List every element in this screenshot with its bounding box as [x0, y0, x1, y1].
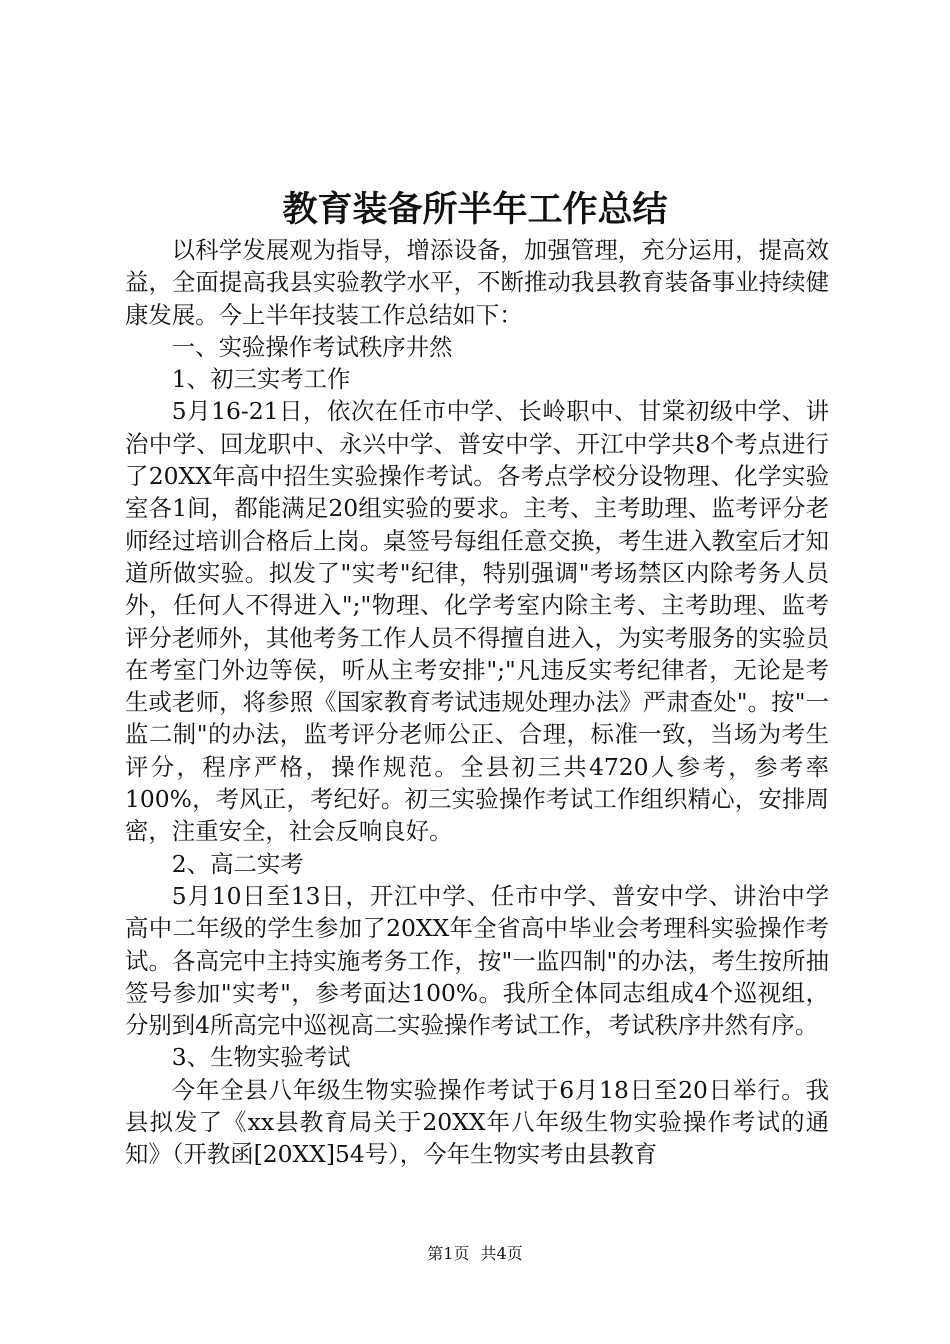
paragraph-intro: 以科学发展观为指导，增添设备，加强管理，充分运用，提高效益，全面提高我县实验教学水平，不断推动我县教育装备事业持续健康发展。今上半年技装工作总结如下：: [125, 236, 829, 329]
page-footer: 第1页 共4页: [427, 1244, 523, 1263]
document-body: [125, 234, 829, 1171]
paragraph-grade11-exam: 5月10日至13日，开江中学、任市中学、普安中学、讲治中学高中二年级的学生参加了20XX年全省高中毕业会考理科实验操作考试。各高完中主持实施考务工作，按"一监四制"的办法，考生按所抽签号参加"实考"，参考面达100%。我所全体同志组成4个巡视组，分别到4所高完中巡视高二实验操作考试工作，考试秩序井然有序。: [125, 881, 829, 1040]
subsection-heading-2: 2、高二实考: [171, 849, 304, 878]
subsection-heading-1: 1、初三实考工作: [171, 365, 351, 394]
subsection-heading-3: 3、生物实验考试: [171, 1043, 351, 1072]
paragraph-grade9-exam: 5月16-21日，依次在任市中学、长岭职中、甘棠初级中学、讲治中学、回龙职中、永兴中学、普安中学、开江中学共8个考点进行了20XX年高中招生实验操作考试。各考点学校分设物理、化学实验室各1间，都能满足20组实验的要求。主考、主考助理、监考评分老师经过培训合格后上岗。桌签号每组任意交换，考生进入教室后才知道所做实验。拟发了"实考"纪律，特别强调"考场禁区内除考务人员外，任何人不得进入";"物理、化学考室内除主考、主考助理、监考评分老师外，其他考务工作人员不得擅自进入，为实考服务的实验员在考室门外边等侯，听从主考安排";"凡违反实考纪律者，无论是考生或老师，将参照《国家教育考试违规处理办法》严肃查处"。按"一监二制"的办法，监考评分老师公正、合理，标准一致，当场为考生评分，程序严格，操作规范。全县初三共4720人参考，参考率100%，考风正，考纪好。初三实验操作考试工作组织精心，安排周密，注重安全，社会反响良好。: [125, 397, 829, 846]
paragraph-biology-exam: 今年全县八年级生物实验操作考试于6月18日至20日举行。我县拟发了《xx县教育局关于20XX年八年级生物实验操作考试的通知》（开教函[20XX]54号），今年生物实考由县教育: [125, 1075, 829, 1169]
document-title: 教育装备所半年工作总结: [282, 190, 668, 230]
section-heading-1: 一、实验操作考试秩序井然: [171, 332, 453, 361]
